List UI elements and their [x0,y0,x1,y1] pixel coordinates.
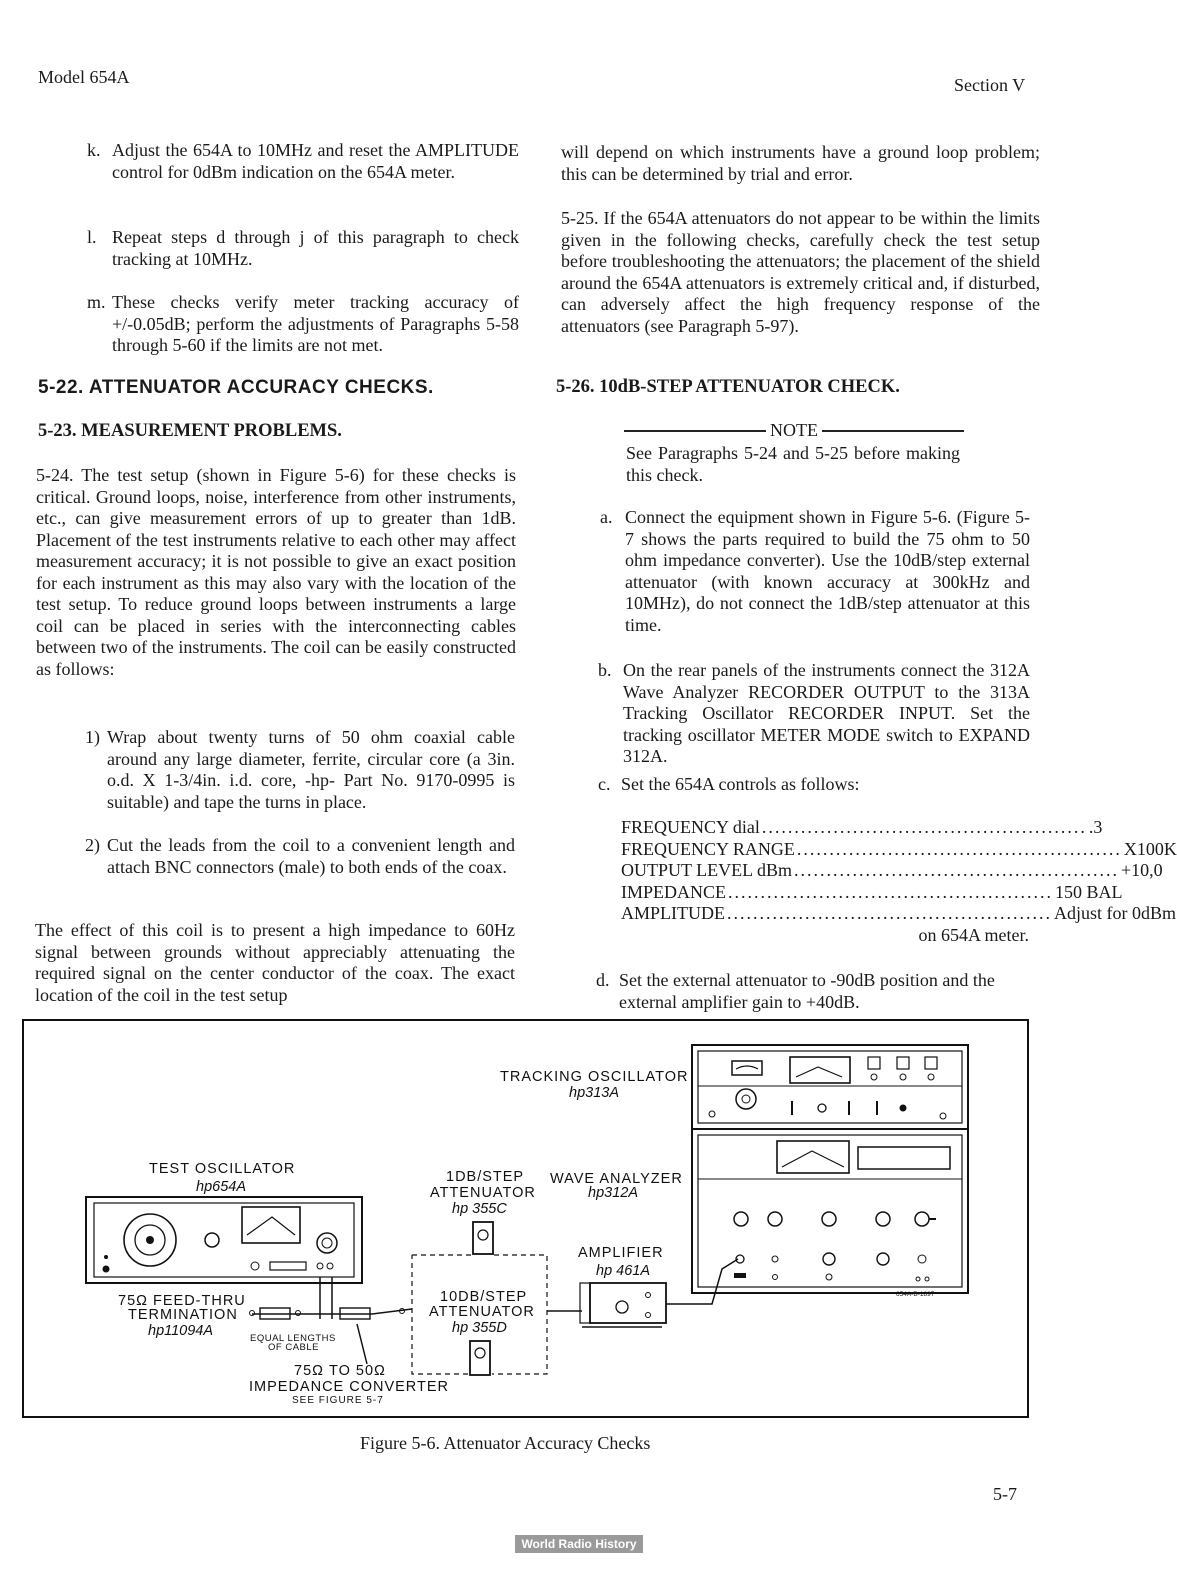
tracking-oscillator-instrument [692,1045,968,1129]
label-wave-analyzer-model: hp312A [588,1185,638,1201]
paragraph-5-25: 5-25. If the 654A attenuators do not appear to be within the limits given in the following checks, carefully check the test setup before troubleshooting the attenuators; the placement of the shield around the 654A attenuators is extremely critical and, if disturbed, can adversely affect the high frequency response of the attenuators (see Paragraph 5-97). [561,208,1040,336]
step-c-label: c. [598,774,611,794]
step-b-text: On the rear panels of the instruments connect the 312A Wave Analyzer RECORDER OUTPUT to the 313A Tracking Oscillator RECORDER INPUT. Set the tracking oscillator METER MODE switch to EXPAND 312A. [623,660,1030,766]
coil-step-1-text: Wrap about twenty turns of 50 ohm coaxial cable around any large diameter, ferrite, circular core (a 3in. o.d. X 1-3/4in. i.d. core, -hp- Part No. 9170-0995 is suitable) and tape the turns in place. [107,727,515,812]
figure-caption: Figure 5-6. Attenuator Accuracy Checks [360,1433,651,1453]
leader-dots: .................................................. [761,817,1087,837]
leader-dots: .................................................. [727,903,1052,923]
1db-attenuator-box [473,1222,493,1254]
step-l [87,227,519,270]
paragraph-5-24: 5-24. The test setup (shown in Figure 5-6) for these checks is critical. Ground loops, noise, interference from other instruments, etc., can give measurement errors of up to greater than 1dB. Placement of the test instruments relative to each other may affect measurement accuracy; it is not possible to give an exact position for each instrument as this may also vary with the location of the test setup. To reduce ground loops between instruments a large coil can be placed in series with the interconnecting cables between two of the instruments. The coil can be easily constructed as follows: [36,465,516,679]
note-label: NOTE [770,420,818,440]
setting-name: OUTPUT LEVEL dBm [621,860,792,880]
label-10db-attenuator-line1: 10DB/STEP [440,1289,528,1305]
settings-continuation: on 654A meter. [918,924,1029,945]
settings-row [621,881,1123,904]
setting-name: AMPLITUDE [621,903,725,923]
step-m [87,292,519,357]
header-model: Model 654A [38,67,130,87]
leader-dots: .................................................. [728,881,1054,902]
leader-dots: .................................................. [796,838,1122,859]
10db-attenuator-box [470,1341,490,1375]
label-feed-thru-line1: 75Ω FEED-THRU [118,1293,246,1309]
label-amplifier: AMPLIFIER [578,1245,664,1261]
setting-name: FREQUENCY RANGE [621,838,795,859]
step-m-text: These checks verify meter tracking accuracy of +/-0.05dB; perform the adjustments of Paragraphs 5-58 through 5-60 if the limits are not met. [112,292,519,355]
label-1db-attenuator-line1: 1DB/STEP [446,1169,525,1185]
label-converter-line3: SEE FIGURE 5-7 [292,1395,384,1406]
step-c [598,774,1030,796]
wave-analyzer-instrument [692,1129,968,1293]
footer-badge: World Radio History [515,1535,643,1553]
step-b-label: b. [598,660,612,680]
setting-value: +10,0 [1121,860,1163,880]
label-equal-lengths-line2: OF CABLE [268,1342,319,1353]
step-a [600,507,1030,636]
step-d [596,970,1030,1013]
note-rule-right [822,430,964,432]
figure-5-6-diagram [22,1019,1030,1419]
label-converter-line2: IMPEDANCE CONVERTER [249,1379,450,1395]
label-test-oscillator-model: hp654A [196,1179,246,1195]
label-converter-line1: 75Ω TO 50Ω [294,1363,386,1379]
label-1db-attenuator-model: hp 355C [452,1201,507,1217]
label-feed-thru-line2: TERMINATION [128,1307,238,1323]
label-equal-lengths-line1: EQUAL LENGTHS [250,1333,336,1344]
label-amplifier-model: hp 461A [596,1263,651,1279]
note-text: See Paragraphs 5-24 and 5-25 before making this check. [626,443,960,485]
setting-name: IMPEDANCE [621,881,727,902]
coil-step-2 [85,835,515,878]
label-tracking-oscillator: TRACKING OSCILLATOR [500,1069,689,1085]
label-test-oscillator: TEST OSCILLATOR [149,1161,296,1177]
test-oscillator-instrument [86,1197,362,1283]
step-a-label: a. [600,507,613,527]
heading-5-23: 5-23. MEASUREMENT PROBLEMS. [38,421,342,441]
amplifier-instrument [580,1283,666,1327]
heading-5-22: 5-22. ATTENUATOR ACCURACY CHECKS. [38,377,434,398]
setting-name: FREQUENCY dial [621,817,760,837]
label-feed-thru-model: hp11094A [148,1323,214,1339]
step-a-text: Connect the equipment shown in Figure 5-6. (Figure 5-7 shows the parts required to build the 75 ohm to 50 ohm impedance converter). Use the 10dB/step external attenuator (with known accuracy at 300kHz and 10MHz), do not connect the 1dB/step attenuator at this time. [625,507,1030,635]
label-10db-attenuator-model: hp 355D [452,1320,507,1336]
setting-value: X100K [1123,838,1177,859]
note-rule-left [624,430,766,432]
step-l-text: Repeat steps d through j of this paragraph to check tracking at 10MHz. [112,227,519,269]
heading-5-26: 5-26. 10dB-STEP ATTENUATOR CHECK. [556,377,900,397]
step-k [87,140,519,183]
leader-dots: .................................................. [794,860,1119,880]
setting-value: Adjust for 0dBm [1054,903,1177,923]
settings-row [621,817,1103,839]
label-1db-attenuator-line2: ATTENUATOR [430,1185,536,1201]
coil-step-1 [85,727,515,813]
page-number: 5-7 [993,1484,1017,1504]
settings-table [621,817,1177,946]
step-d-label: d. [596,970,610,990]
step-d-text: Set the external attenuator to -90dB position and the external amplifier gain to +40dB. [619,970,995,1012]
paragraph-coil-effect: The effect of this coil is to present a high impedance to 60Hz signal between grounds without appreciably attenuating the required signal on the center conductor of the coax. The exact location of the coil in the test setup [35,920,515,1005]
step-b [598,660,1030,768]
label-wave-analyzer: WAVE ANALYZER [550,1171,683,1187]
coil-step-2-label: 2) [85,835,100,855]
coil-step-2-text: Cut the leads from the coil to a convenient length and attach BNC connectors (male) to both ends of the coax. [107,835,515,877]
setting-value: .3 [1088,817,1103,837]
step-l-label: l. [87,227,97,247]
step-k-label: k. [87,140,101,160]
coil-step-1-label: 1) [85,727,100,747]
settings-row [621,860,1163,882]
setting-value: 150 BAL [1055,881,1123,902]
label-10db-attenuator-line2: ATTENUATOR [429,1304,535,1320]
drawing-number: 654A-B-1897 [896,1291,935,1298]
paragraph-continuation: will depend on which instruments have a ground loop problem; this can be determined by trial and error. [561,142,1040,184]
step-k-text: Adjust the 654A to 10MHz and reset the AMPLITUDE control for 0dBm indication on the 654A meter. [112,140,519,182]
note-heading [624,420,964,441]
settings-row [621,903,1177,925]
label-tracking-oscillator-model: hp313A [569,1085,619,1101]
header-section: Section V [954,75,1026,95]
step-m-label: m. [87,292,106,312]
settings-row [621,838,1177,861]
step-c-text: Set the 654A controls as follows: [621,774,860,794]
